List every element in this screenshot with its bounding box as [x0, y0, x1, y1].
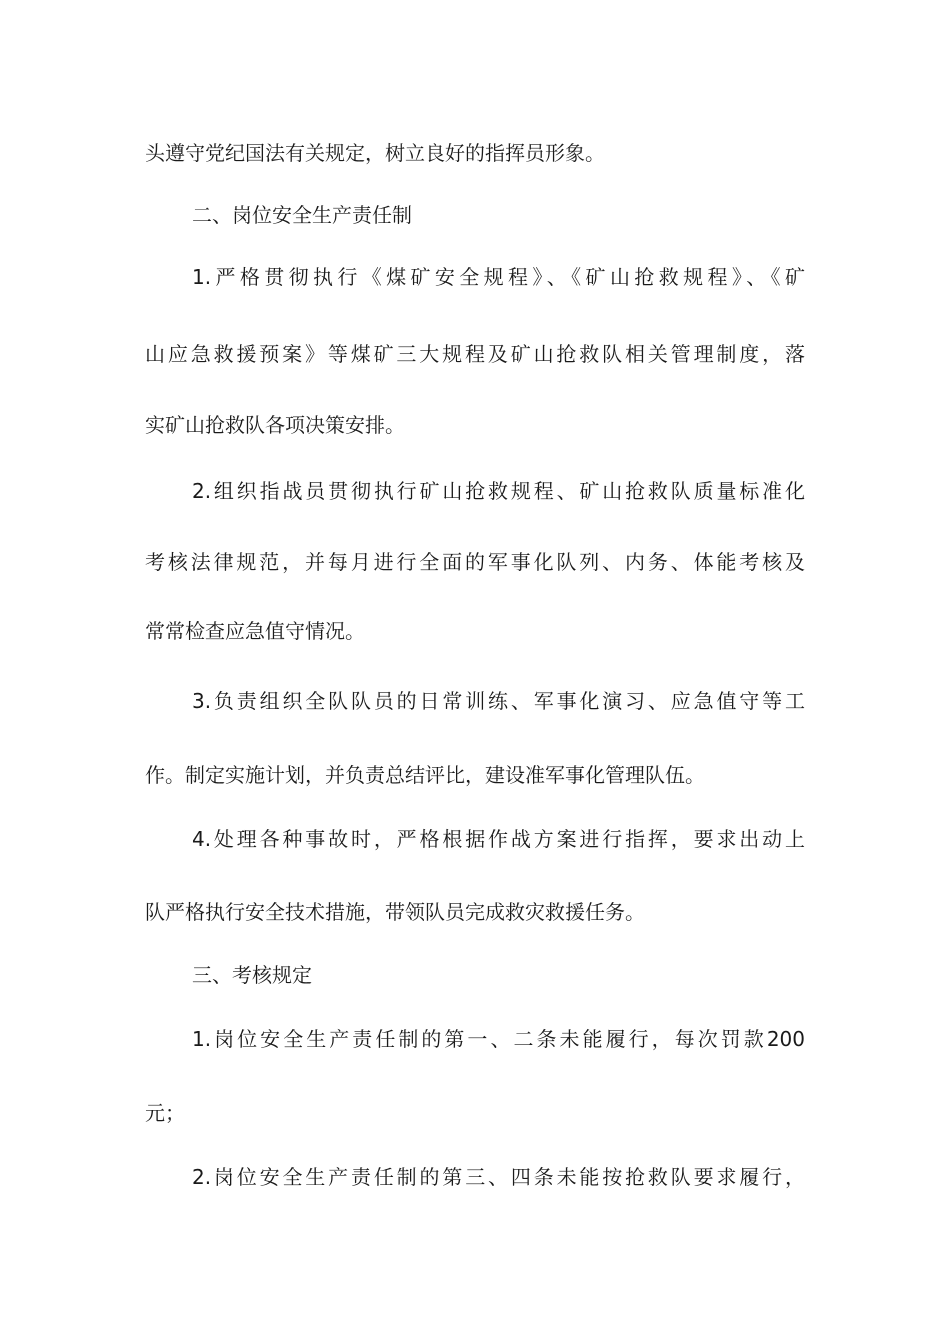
- text-line-1: 头遵守党纪国法有关规定，树立良好的指挥员形象。: [145, 141, 605, 165]
- section-heading-responsibility: 二、岗位安全生产责任制: [192, 203, 412, 227]
- text-line-7: 考核法律规范，并每月进行全面的军事化队列、内务、体能考核及: [145, 550, 805, 574]
- text-line-6: 2.组织指战员贯彻执行矿山抢救规程、矿山抢救队质量标准化: [192, 479, 805, 503]
- text-line-10: 作。制定实施计划，并负责总结评比，建设准军事化管理队伍。: [145, 763, 705, 787]
- text-line-3: 1.严格贯彻执行《煤矿安全规程》、《矿山抢救规程》、《矿: [192, 265, 805, 289]
- section-heading-assessment: 三、考核规定: [192, 963, 312, 987]
- text-line-16: 2.岗位安全生产责任制的第三、四条未能按抢救队要求履行，: [192, 1165, 805, 1189]
- text-line-9: 3.负责组织全队队员的日常训练、军事化演习、应急值守等工: [192, 689, 805, 713]
- text-line-11: 4.处理各种事故时，严格根据作战方案进行指挥，要求出动上: [192, 827, 805, 851]
- text-line-8: 常常检查应急值守情况。: [145, 619, 365, 643]
- text-line-5: 实矿山抢救队各项决策安排。: [145, 413, 405, 437]
- text-line-15: 元；: [145, 1101, 185, 1125]
- text-line-14: 1.岗位安全生产责任制的第一、二条未能履行，每次罚款200: [192, 1027, 805, 1051]
- text-line-4: 山应急救援预案》等煤矿三大规程及矿山抢救队相关管理制度，落: [145, 342, 805, 366]
- text-line-12: 队严格执行安全技术措施，带领队员完成救灾救援任务。: [145, 900, 645, 924]
